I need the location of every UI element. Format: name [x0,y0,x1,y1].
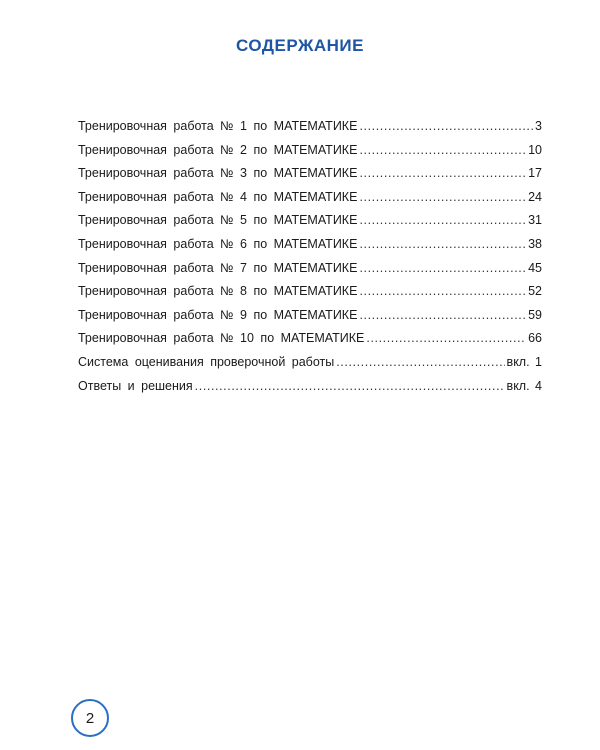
toc-entry-label: Тренировочная работа № 2 по МАТЕМАТИКЕ [78,142,358,157]
toc-leader-dots [359,233,526,257]
toc-entry [78,351,542,375]
toc-entry [78,162,542,186]
toc-entry [78,375,542,399]
toc-entry-page: 10 [528,142,542,157]
toc-entry [78,233,542,257]
toc-entry-label: Тренировочная работа № 6 по МАТЕМАТИКЕ [78,236,358,251]
toc-entry-label: Тренировочная работа № 9 по МАТЕМАТИКЕ [78,307,358,322]
page-number: 2 [85,709,95,727]
toc-entry-label: Система оценивания проверочной работы [78,354,335,369]
toc-entry-label: Тренировочная работа № 8 по МАТЕМАТИКЕ [78,284,358,299]
toc-leader-dots [359,209,526,233]
toc-entry [78,186,542,210]
toc-entry-label: Ответы и решения [78,378,193,393]
toc-leader-dots [195,375,505,399]
toc-entry [78,304,542,328]
toc-entry-label: Тренировочная работа № 5 по МАТЕМАТИКЕ [78,213,358,228]
page-number-badge [71,699,109,737]
toc-leader-dots [336,351,504,375]
toc-leader-dots [359,162,526,186]
table-of-contents [78,115,542,398]
toc-entry-page: 66 [528,331,542,346]
toc-entry-page: 52 [528,284,542,299]
toc-entry-page: 45 [528,260,542,275]
toc-entry-page: вкл. 1 [506,354,542,369]
toc-entry-label: Тренировочная работа № 7 по МАТЕМАТИКЕ [78,260,358,275]
toc-leader-dots [359,304,526,328]
toc-leader-dots [366,327,526,351]
toc-entry-page: 17 [528,166,542,181]
toc-entry [78,257,542,281]
toc-entry-page: вкл. 4 [506,378,542,393]
toc-entry-page: 24 [528,189,542,204]
toc-leader-dots [359,186,526,210]
toc-leader-dots [359,115,533,139]
toc-entry [78,280,542,304]
toc-entry [78,115,542,139]
toc-entry [78,139,542,163]
toc-entry-label: Тренировочная работа № 3 по МАТЕМАТИКЕ [78,166,358,181]
toc-entry-label: Тренировочная работа № 1 по МАТЕМАТИКЕ [78,119,358,133]
toc-entry-page: 3 [535,119,542,133]
toc-entry-label: Тренировочная работа № 4 по МАТЕМАТИКЕ [78,189,358,204]
toc-entry-page: 59 [528,307,542,322]
toc-entry [78,327,542,351]
page-title: СОДЕРЖАНИЕ [236,36,364,55]
toc-entry-label: Тренировочная работа № 10 по МАТЕМАТИКЕ [78,331,365,346]
toc-entry-page: 38 [528,236,542,251]
toc-leader-dots [359,139,526,163]
toc-leader-dots [359,257,526,281]
toc-entry [78,209,542,233]
toc-entry-page: 31 [528,213,542,228]
toc-leader-dots [359,280,526,304]
